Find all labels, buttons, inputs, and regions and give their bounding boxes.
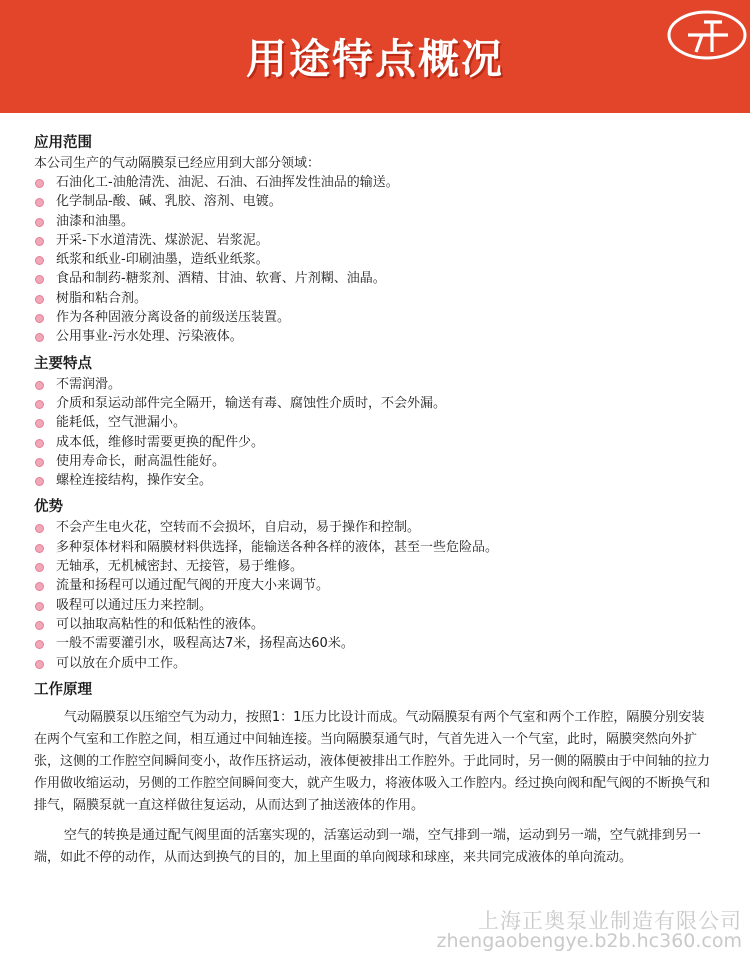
list-item <box>34 212 734 231</box>
list-item-text: 流量和扬程可以通过配气阀的开度大小来调节。 <box>56 578 330 594</box>
list-item-text: 介质和泵运动部件完全隔开，输送有毒、腐蚀性介质时，不会外漏。 <box>56 395 447 411</box>
list-item <box>34 654 734 673</box>
list-item-text: 化学制品-酸、碱、乳胶、溶剂、电镀。 <box>56 194 282 210</box>
bullet-icon <box>35 237 44 246</box>
list-item-text: 使用寿命长，耐高温性能好。 <box>56 453 226 469</box>
list-item <box>34 596 734 615</box>
bullet-icon <box>35 524 44 533</box>
bullet-icon <box>35 582 44 591</box>
header-banner <box>0 0 750 113</box>
bullet-icon <box>35 640 44 649</box>
bullet-icon <box>35 198 44 207</box>
company-logo-icon <box>666 8 748 62</box>
section-title-features: 主要特点 <box>34 355 92 372</box>
list-item-text: 可以放在介质中工作。 <box>56 655 187 671</box>
bullet-icon <box>35 602 44 611</box>
page-title: 用途特点概况 <box>246 35 504 83</box>
watermark-company: 上海正奥泵业制造有限公司 <box>478 909 742 933</box>
watermark-url: zhengaobengye.b2b.hc360.com <box>436 930 742 952</box>
list-item <box>34 173 734 192</box>
list-item <box>34 538 734 557</box>
bullet-icon <box>35 458 44 467</box>
list-item <box>34 375 734 394</box>
list-item <box>34 518 734 537</box>
bullet-icon <box>35 275 44 284</box>
bullet-icon <box>35 439 44 448</box>
bullet-icon <box>35 333 44 342</box>
list-item-text: 可以抽取高粘性的和低粘性的液体。 <box>56 616 265 632</box>
section-features <box>34 353 734 491</box>
section-title-advantages: 优势 <box>34 499 63 516</box>
list-item-text: 纸浆和纸业-印刷油墨，造纸业纸浆。 <box>56 252 269 268</box>
list-item-text: 作为各种固液分离设备的前级送压装置。 <box>56 310 291 326</box>
section-application <box>34 132 734 347</box>
list-item <box>34 634 734 653</box>
list-item-text: 无轴承，无机械密封、无接管，易于维修。 <box>56 559 304 575</box>
principle-paragraph: 空气的转换是通过配气阀里面的活塞实现的，活塞运动到一端，空气排到一端，运动到另一端，空气就排到另一端，如此不停的动作，从而达到换气的目的，加上里面的单向阀球和球座，来共同完成液体的单向流动。 <box>34 827 701 865</box>
section-advantages <box>34 496 734 672</box>
advantages-list <box>34 518 734 672</box>
list-item <box>34 557 734 576</box>
list-item-text: 成本低，维修时需要更换的配件少。 <box>56 434 265 450</box>
list-item <box>34 308 734 327</box>
list-item <box>34 452 734 471</box>
list-item <box>34 192 734 211</box>
list-item-text: 食品和制药-糖浆剂、酒精、甘油、软膏、片剂糊、油晶。 <box>56 271 386 287</box>
list-item <box>34 231 734 250</box>
list-item-text: 公用事业-污水处理、污染液体。 <box>56 329 243 345</box>
section-title-application: 应用范围 <box>34 135 92 151</box>
list-item-text: 一般不需要灌引水，吸程高达7米，扬程高达60米。 <box>56 636 354 652</box>
list-item <box>34 250 734 269</box>
list-item <box>34 269 734 288</box>
list-item-text: 石油化工-油舱清洗、油泥、石油、石油挥发性油品的输送。 <box>56 175 399 190</box>
list-item <box>34 576 734 595</box>
bullet-icon <box>35 314 44 323</box>
bullet-icon <box>35 621 44 630</box>
list-item-text: 螺栓连接结构，操作安全。 <box>56 473 213 489</box>
bullet-icon <box>35 256 44 265</box>
list-item-text: 多种泵体材料和隔膜材料供选择，能输送各种各样的液体，甚至一些危险品。 <box>56 539 499 555</box>
main-content <box>34 132 734 869</box>
bullet-icon <box>35 477 44 486</box>
list-item-text: 开采-下水道清洗、煤淤泥、岩浆泥。 <box>56 232 269 248</box>
list-item <box>34 394 734 413</box>
bullet-icon <box>35 400 44 409</box>
application-list <box>34 173 734 347</box>
list-item-text: 油漆和油墨。 <box>56 213 135 229</box>
application-intro: 本公司生产的气动隔膜泵已经应用到大部分领域： <box>34 156 321 171</box>
list-item <box>34 327 734 346</box>
features-list <box>34 375 734 491</box>
list-item <box>34 433 734 452</box>
bullet-icon <box>35 660 44 669</box>
list-item <box>34 615 734 634</box>
list-item <box>34 413 734 432</box>
bullet-icon <box>35 218 44 227</box>
bullet-icon <box>35 295 44 304</box>
bullet-icon <box>35 179 44 188</box>
bullet-icon <box>35 563 44 572</box>
list-item-text: 不会产生电火花，空转而不会损坏，自启动，易于操作和控制。 <box>56 520 421 536</box>
section-title-principle: 工作原理 <box>34 681 92 698</box>
bullet-icon <box>35 381 44 390</box>
list-item-text: 吸程可以通过压力来控制。 <box>56 597 213 613</box>
list-item-text: 树脂和粘合剂。 <box>56 290 148 306</box>
list-item <box>34 471 734 490</box>
bullet-icon <box>35 419 44 428</box>
list-item <box>34 289 734 308</box>
section-principle <box>34 679 734 869</box>
list-item-text: 不需润滑。 <box>56 376 122 392</box>
list-item-text: 能耗低，空气泄漏小。 <box>56 415 187 431</box>
bullet-icon <box>35 544 44 553</box>
principle-paragraph: 气动隔膜泵以压缩空气为动力，按照1：1压力比设计而成。气动隔膜泵有两个气室和两个工作腔，隔膜分别安装在两个气室和工作腔之间，相互通过中间轴连接。当向隔膜泵通气时，气首先进入一个气室，此时，隔膜突然向外扩张，这侧的工作腔空间瞬间变小，故作压挤运动，液体便被排出工作腔外。于此同时，另一侧的隔膜由于中间轴的拉力作用做收缩运动，另侧的工作腔空间瞬间变大，就产生吸力，将液体吸入工作腔内。经过换向阀和配气阀的不断换气和排气，隔膜泵就一直这样做往复运动，从而达到了抽送液体的作用。 <box>34 709 711 813</box>
